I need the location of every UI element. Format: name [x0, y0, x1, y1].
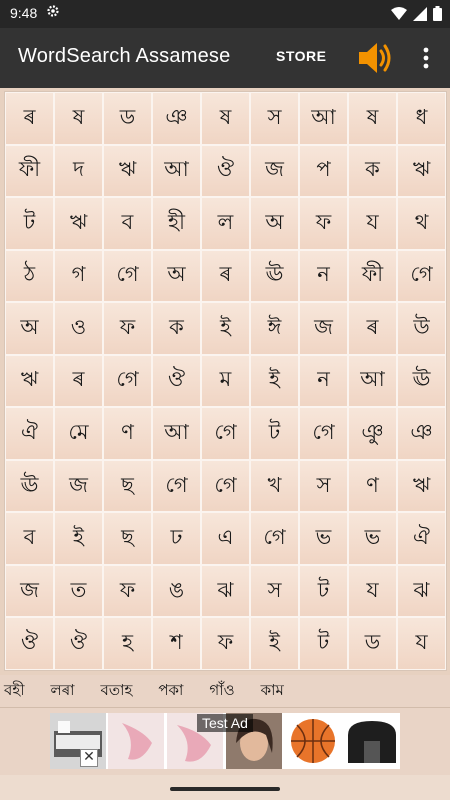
gear-icon — [46, 4, 60, 18]
grid-cell[interactable]: ট — [299, 617, 348, 670]
signal-icon — [413, 7, 427, 21]
grid-cell[interactable]: ক — [152, 302, 201, 355]
grid-cell[interactable]: প — [299, 145, 348, 198]
grid-cell[interactable]: জ — [250, 145, 299, 198]
grid-cell[interactable]: ণ — [103, 407, 152, 460]
grid-cell[interactable]: ই — [54, 512, 103, 565]
grid-cell[interactable]: ঔ — [152, 355, 201, 408]
app-title: WordSearch Assamese — [18, 45, 231, 67]
wifi-icon — [391, 7, 407, 21]
target-word: লৰা — [50, 680, 75, 699]
grid-cell[interactable]: ঙ — [152, 565, 201, 618]
grid-cell[interactable]: ঐ — [5, 407, 54, 460]
grid-cell[interactable]: ঈ — [250, 302, 299, 355]
grid-cell[interactable]: স — [299, 460, 348, 513]
grid-cell[interactable]: স — [250, 565, 299, 618]
grid-cell[interactable]: ঋ — [54, 197, 103, 250]
ad-image-ball — [285, 713, 341, 769]
ad-banner[interactable] — [50, 713, 400, 769]
grid-cell[interactable]: ঋ — [397, 145, 446, 198]
grid-cell[interactable]: ৰ — [5, 92, 54, 145]
grid-cell[interactable]: ঊ — [5, 460, 54, 513]
grid-cell[interactable]: ৰ — [348, 302, 397, 355]
grid-cell[interactable]: ঔ — [54, 617, 103, 670]
grid-cell[interactable]: ড — [103, 92, 152, 145]
home-gesture-pill[interactable] — [170, 787, 280, 791]
target-word: গাঁও — [209, 680, 235, 699]
grid-cell[interactable]: গে — [103, 250, 152, 303]
grid-cell[interactable]: জ — [5, 565, 54, 618]
grid-cell[interactable]: গে — [299, 407, 348, 460]
grid-cell[interactable]: ঞ — [152, 92, 201, 145]
grid-cell[interactable]: ঊ — [250, 250, 299, 303]
grid-cell[interactable]: ঋ — [397, 460, 446, 513]
store-button[interactable]: STORE — [276, 48, 327, 64]
grid-cell[interactable]: ঝ — [201, 565, 250, 618]
grid-cell[interactable]: য — [397, 617, 446, 670]
grid-cell[interactable]: আ — [152, 407, 201, 460]
grid-cell[interactable]: শ — [152, 617, 201, 670]
grid-cell[interactable]: গে — [152, 460, 201, 513]
speaker-icon[interactable] — [355, 40, 395, 76]
grid-cell[interactable]: ব — [5, 512, 54, 565]
grid-cell[interactable]: ই — [250, 617, 299, 670]
grid-cell[interactable]: আ — [152, 145, 201, 198]
grid-cell[interactable]: গে — [103, 355, 152, 408]
grid-cell[interactable]: ঞ — [397, 407, 446, 460]
target-word: কাম — [260, 680, 284, 699]
grid-cell[interactable]: ন — [299, 355, 348, 408]
navigation-bar — [0, 775, 450, 800]
grid-cell[interactable]: ঞু — [348, 407, 397, 460]
grid-cell[interactable]: ট — [5, 197, 54, 250]
grid-cell[interactable]: ছ — [103, 460, 152, 513]
grid-cell[interactable]: হ — [103, 617, 152, 670]
grid-cell[interactable]: ঐ — [397, 512, 446, 565]
ad-close-button[interactable]: ✕ — [80, 749, 98, 767]
grid-cell[interactable]: আ — [348, 355, 397, 408]
grid-cell[interactable]: উ — [397, 302, 446, 355]
status-icons — [391, 6, 442, 21]
grid-cell[interactable]: ফী — [348, 250, 397, 303]
grid-cell[interactable]: মে — [54, 407, 103, 460]
grid-cell[interactable]: ঊ — [397, 355, 446, 408]
grid-cell[interactable]: য — [348, 565, 397, 618]
grid-cell[interactable]: য — [348, 197, 397, 250]
grid-cell[interactable]: জ — [299, 302, 348, 355]
grid-cell[interactable]: ঋ — [5, 355, 54, 408]
ad-area — [0, 707, 450, 775]
grid-cell[interactable]: ষ — [54, 92, 103, 145]
grid-cell[interactable]: গে — [201, 407, 250, 460]
grid-cell[interactable]: ঔ — [201, 145, 250, 198]
ad-image-product — [108, 713, 164, 769]
grid-cell[interactable]: গে — [250, 512, 299, 565]
grid-cell[interactable]: ম — [201, 355, 250, 408]
grid-cell[interactable]: গ — [54, 250, 103, 303]
grid-cell[interactable]: ষ — [348, 92, 397, 145]
grid-cell[interactable]: থ — [397, 197, 446, 250]
grid-cell[interactable]: অ — [5, 302, 54, 355]
grid-cell[interactable]: ঠ — [5, 250, 54, 303]
target-word: পকা — [158, 680, 184, 699]
grid-cell[interactable]: ফ — [299, 197, 348, 250]
grid-cell[interactable]: ঝ — [397, 565, 446, 618]
grid-cell[interactable]: ৰ — [201, 250, 250, 303]
grid-cell[interactable]: হী — [152, 197, 201, 250]
battery-icon — [433, 6, 442, 21]
grid-cell[interactable]: ভ — [299, 512, 348, 565]
grid-cell[interactable]: ড — [348, 617, 397, 670]
grid-cell[interactable]: গে — [201, 460, 250, 513]
grid-cell[interactable]: ণ — [348, 460, 397, 513]
grid-cell[interactable]: ল — [201, 197, 250, 250]
grid-cell[interactable]: ফ — [201, 617, 250, 670]
grid-cell[interactable]: ক — [348, 145, 397, 198]
grid-cell[interactable]: স — [250, 92, 299, 145]
grid-cell[interactable]: ঋ — [103, 145, 152, 198]
grid-cell[interactable]: ধ — [397, 92, 446, 145]
grid-cell[interactable]: ন — [299, 250, 348, 303]
grid-cell[interactable]: ই — [250, 355, 299, 408]
grid-cell[interactable]: ট — [299, 565, 348, 618]
grid-cell[interactable]: ঔ — [5, 617, 54, 670]
letter-grid[interactable] — [4, 91, 447, 671]
ad-image-tent — [344, 713, 400, 769]
grid-cell[interactable]: দ — [54, 145, 103, 198]
grid-cell[interactable]: ব — [103, 197, 152, 250]
grid-cell[interactable]: ভ — [348, 512, 397, 565]
word-list — [0, 675, 450, 707]
app-bar — [0, 28, 450, 88]
ad-label: Test Ad — [197, 714, 253, 732]
grid-cell[interactable]: ও — [54, 302, 103, 355]
grid-cell[interactable]: ই — [201, 302, 250, 355]
status-bar — [0, 0, 450, 28]
target-word: বতাহ — [100, 680, 133, 699]
grid-cell[interactable]: ত — [54, 565, 103, 618]
grid-cell[interactable]: ট — [250, 407, 299, 460]
grid-cell[interactable]: এ — [201, 512, 250, 565]
grid-cell[interactable]: অ — [250, 197, 299, 250]
target-word: বহী — [4, 680, 25, 699]
status-time: 9:48 — [10, 5, 38, 21]
grid-cell[interactable]: খ — [250, 460, 299, 513]
grid-cell[interactable]: ঢ — [152, 512, 201, 565]
overflow-menu-icon[interactable] — [418, 44, 434, 72]
grid-cell[interactable]: ছ — [103, 512, 152, 565]
grid-cell[interactable]: জ — [54, 460, 103, 513]
grid-cell[interactable]: ফী — [5, 145, 54, 198]
grid-cell[interactable]: আ — [299, 92, 348, 145]
grid-cell[interactable]: অ — [152, 250, 201, 303]
grid-cell[interactable]: গে — [397, 250, 446, 303]
grid-cell[interactable]: ফ — [103, 565, 152, 618]
grid-cell[interactable]: ষ — [201, 92, 250, 145]
grid-cell[interactable]: ৰ — [54, 355, 103, 408]
grid-cell[interactable]: ফ — [103, 302, 152, 355]
